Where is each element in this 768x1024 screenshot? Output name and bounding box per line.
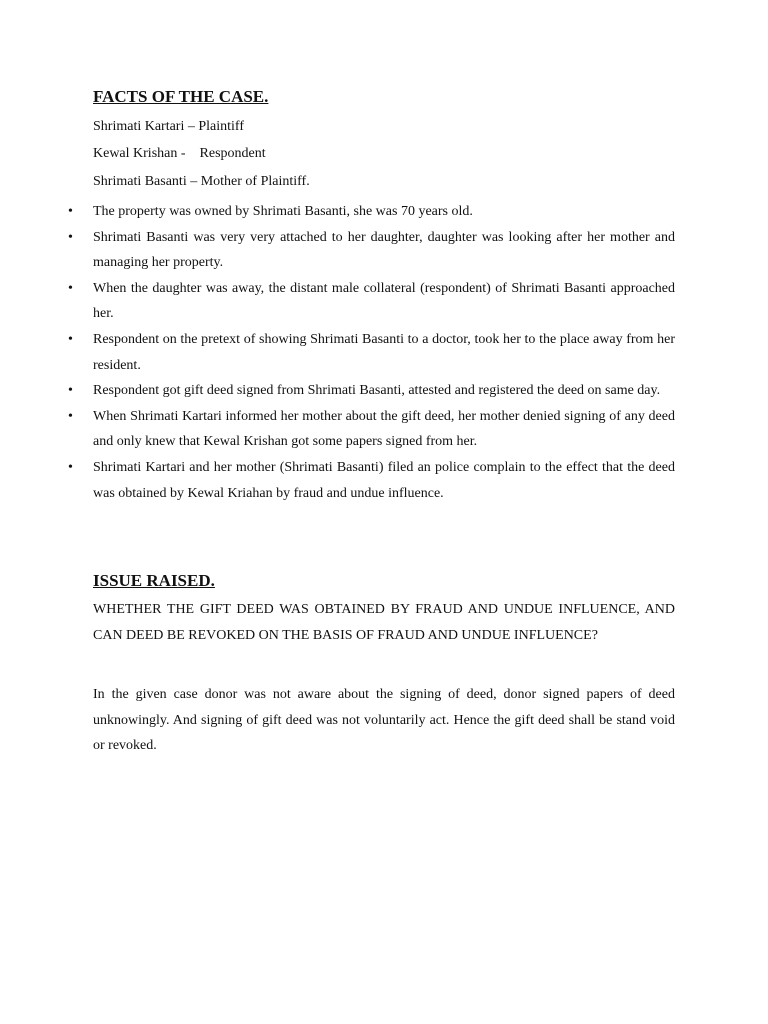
- bullet-icon: •: [68, 408, 73, 424]
- facts-bullet-list: [0, 199, 768, 506]
- issue-question: WHETHER THE GIFT DEED WAS OBTAINED BY FRAUD AND UNDUE INFLUENCE, AND CAN DEED BE REVOKED ON THE BASIS OF FRAUD AND UNDUE INFLUENCE?: [93, 602, 675, 643]
- party-mother: Shrimati Basanti – Mother of Plaintiff.: [93, 174, 310, 189]
- fact-text: When Shrimati Kartari informed her mother about the gift deed, her mother denied signing of any deed and only knew that Kewal Krishan got some papers signed from her.: [93, 408, 675, 450]
- fact-item: [0, 225, 675, 276]
- fact-text: The property was owned by Shrimati Basanti, she was 70 years old.: [93, 204, 473, 219]
- fact-item: [0, 276, 675, 327]
- fact-item: [0, 404, 675, 455]
- bullet-icon: •: [68, 331, 73, 347]
- fact-text: Shrimati Kartari and her mother (Shrimati Basanti) filed an police complain to the effect that the deed was obtained by Kewal Kriahan by fraud and undue influence.: [93, 459, 675, 501]
- bullet-icon: •: [68, 229, 73, 245]
- fact-item: [0, 378, 675, 404]
- fact-text: Respondent got gift deed signed from Shrimati Basanti, attested and registered the deed on same day.: [93, 383, 661, 399]
- fact-text: When the daughter was away, the distant male collateral (respondent) of Shrimati Basanti approached her.: [93, 280, 675, 322]
- fact-item: [0, 327, 675, 378]
- bullet-icon: •: [68, 459, 73, 475]
- bullet-icon: •: [68, 204, 73, 219]
- party-plaintiff: Shrimati Kartari – Plaintiff: [93, 119, 244, 134]
- fact-text: Respondent on the pretext of showing Shrimati Basanti to a doctor, took her to the place away from her resident.: [93, 331, 675, 373]
- fact-item: [0, 455, 675, 506]
- party-respondent: Kewal Krishan - Respondent: [93, 146, 266, 161]
- issue-answer: In the given case donor was not aware about the signing of deed, donor signed papers of deed unknowingly. And signing of gift deed was not voluntarily act. Hence the gift deed shall be stand void or revoked.: [93, 687, 675, 754]
- bullet-icon: •: [68, 383, 73, 399]
- issue-heading: ISSUE RAISED.: [93, 571, 215, 590]
- fact-item: [0, 199, 675, 225]
- fact-text: Shrimati Basanti was very very attached to her daughter, daughter was looking after her mother and managing her property.: [93, 229, 675, 271]
- facts-heading: FACTS OF THE CASE.: [93, 87, 269, 106]
- bullet-icon: •: [68, 280, 73, 296]
